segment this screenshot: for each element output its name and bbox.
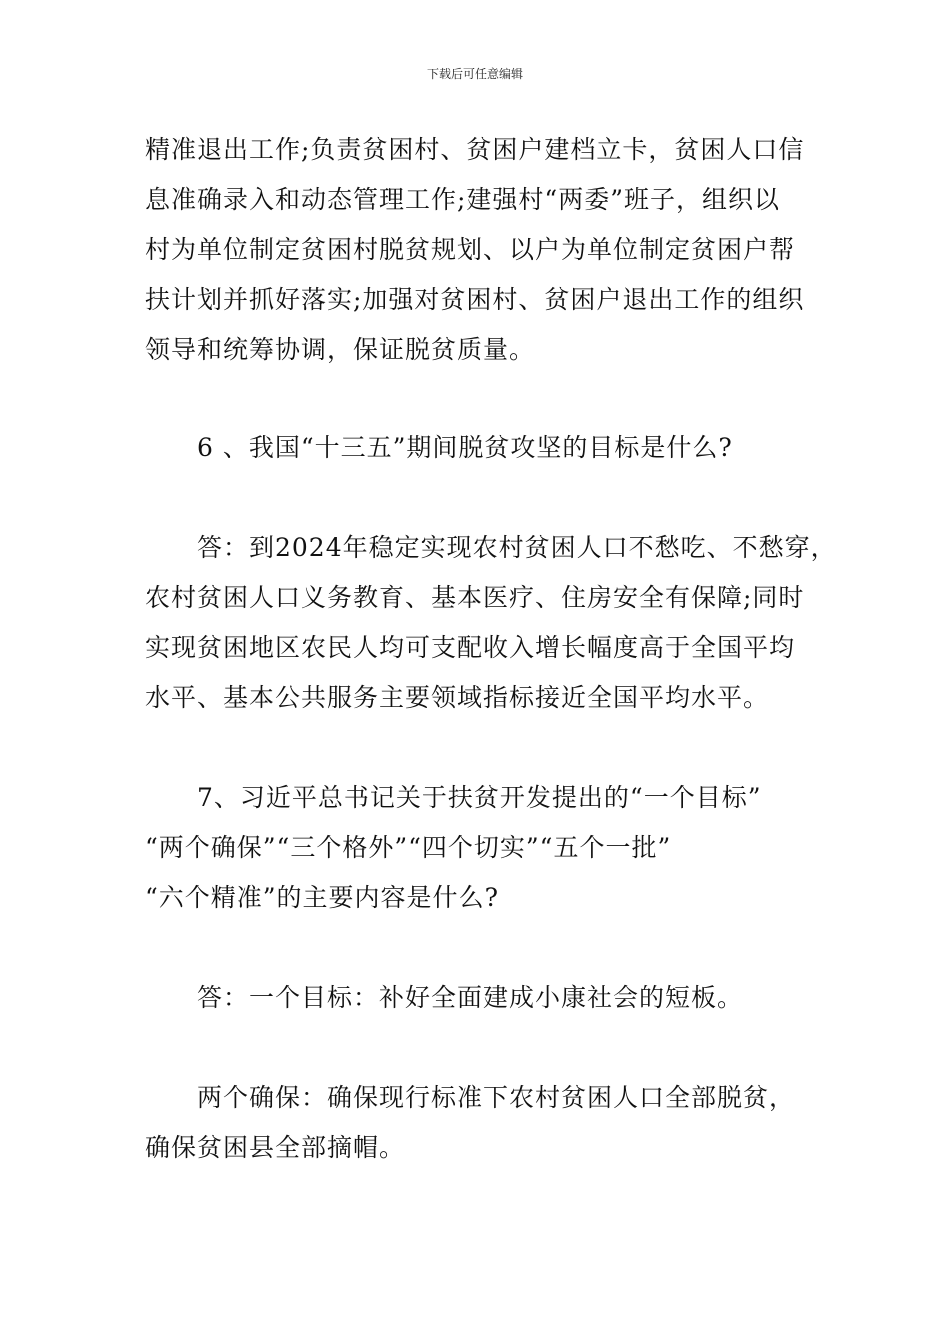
text-line: 领导和统筹协调，保证脱贫质量。 (145, 335, 536, 364)
answer-7-two-guarantees (145, 1073, 835, 1173)
text-line: 村为单位制定贫困村脱贫规划、以户为单位制定贫困户帮 (145, 235, 796, 264)
answer-6 (145, 523, 835, 723)
text-line: 水平、基本公共服务主要领域指标接近全国平均水平。 (145, 683, 770, 712)
text-line: 答：到2024年稳定实现农村贫困人口不愁吃、不愁穿， (197, 533, 837, 562)
text-line: 精准退出工作;负责贫困村、贫困户建档立卡，贫困人口信 (145, 135, 805, 164)
page-header: 下载后可任意编辑 (426, 67, 523, 81)
paragraph-duties-continued (145, 125, 835, 375)
question-7 (145, 773, 835, 923)
text-line: “两个确保”“三个格外”“四个切实”“五个一批” (145, 833, 672, 862)
question-6 (145, 423, 835, 473)
text-line: 两个确保：确保现行标准下农村贫困人口全部脱贫， (197, 1083, 796, 1112)
text-line: 答：一个目标：补好全面建成小康社会的短板。 (197, 983, 744, 1012)
text-line: “六个精准”的主要内容是什么? (145, 883, 499, 912)
answer-7-goal (145, 973, 835, 1023)
text-line: 7、习近平总书记关于扶贫开发提出的“一个目标” (197, 783, 762, 812)
text-line: 实现贫困地区农民人均可支配收入增长幅度高于全国平均 (145, 633, 796, 662)
text-line: 确保贫困县全部摘帽。 (145, 1133, 406, 1162)
text-line: 息准确录入和动态管理工作;建强村“两委”班子，组织以 (145, 185, 780, 214)
text-line: 农村贫困人口义务教育、基本医疗、住房安全有保障;同时 (145, 583, 805, 612)
text-line: 6 、我国“十三五”期间脱贫攻坚的目标是什么? (197, 433, 733, 462)
text-line: 扶计划并抓好落实;加强对贫困村、贫困户退出工作的组织 (145, 285, 805, 314)
